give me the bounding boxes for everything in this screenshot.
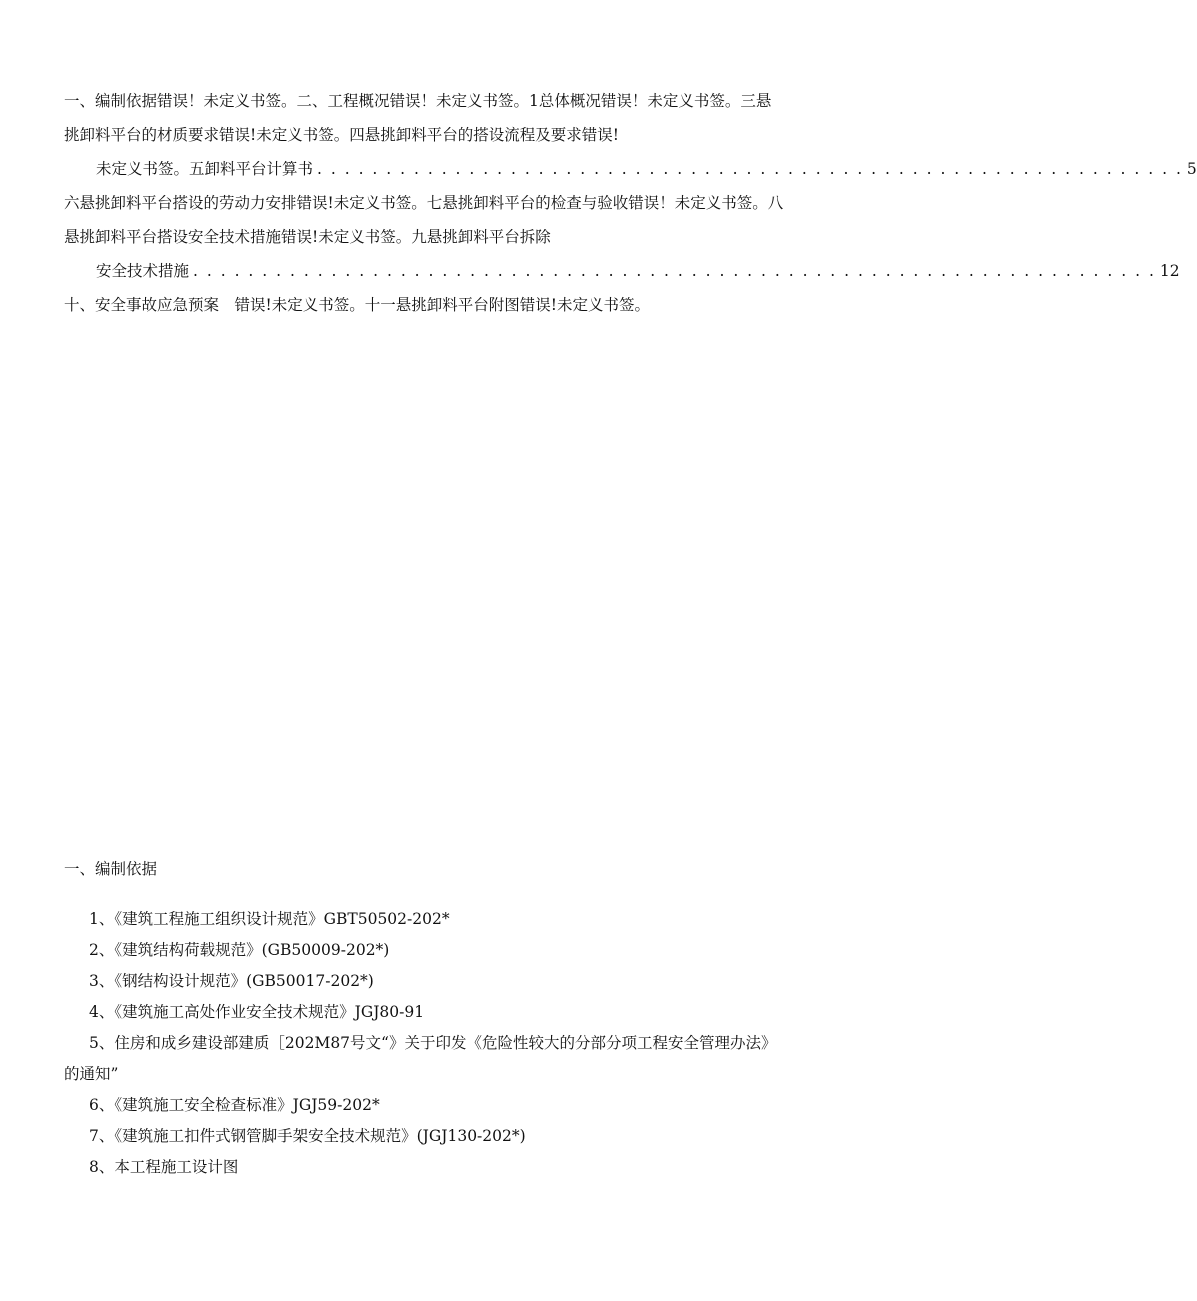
reference-item: 1、《建筑工程施工组织设计规范》GBT50502-202* — [89, 910, 450, 928]
reference-item: 4、《建筑施工高处作业安全技术规范》JGJ80-91 — [89, 1003, 425, 1021]
reference-item-continuation: 的通知” — [64, 1065, 119, 1083]
toc-line: 悬挑卸料平台搭设安全技术措施错误!未定义书签。九悬挑卸料平台拆除 — [64, 228, 551, 246]
reference-item: 7、《建筑施工扣件式钢管脚手架安全技术规范》(JGJ130-202*) — [89, 1127, 526, 1145]
toc-dot-leader: . . . . . . . . . . . . . . . . . . . . . . . . . . . . . . . . . . . . . . . . . . . . . . . . . . . . . . . . . . . . . . . — [317, 160, 1183, 178]
toc-line: 六悬挑卸料平台搭设的劳动力安排错误!未定义书签。七悬挑卸料平台的检查与验收错误！未定义书签。八 — [64, 194, 784, 212]
reference-list — [64, 904, 864, 1183]
table-of-contents — [64, 84, 1197, 322]
toc-dot-leader: . . . . . . . . . . . . . . . . . . . . . . . . . . . . . . . . . . . . . . . . . . . . . . . . . . . . . . . . . . . . . . . . . . . . . . — [193, 262, 1156, 280]
toc-entry-safety-measures[interactable] — [64, 254, 1180, 288]
toc-page-number: 5 — [1186, 160, 1197, 178]
section-title: 一、编制依据 — [64, 860, 158, 878]
reference-item: 2、《建筑结构荷载规范》(GB50009-202*) — [89, 941, 390, 959]
reference-item: 5、住房和成乡建设部建质［202M87号文“》关于印发《危险性较大的分部分项工程安全管理办法》 — [89, 1034, 777, 1052]
reference-item: 8、本工程施工设计图 — [89, 1158, 239, 1176]
toc-entry-label: 安全技术措施 — [96, 262, 190, 280]
toc-page-number: 12 — [1159, 262, 1180, 280]
toc-entry-calculation[interactable] — [64, 152, 1197, 186]
toc-entry-label: 未定义书签。五卸料平台计算书 — [96, 160, 314, 178]
toc-line: 十、安全事故应急预案 错误!未定义书签。十一悬挑卸料平台附图错误!未定义书签。 — [64, 296, 650, 314]
section-compilation-basis — [64, 852, 864, 1183]
reference-item: 6、《建筑施工安全检查标准》JGJ59-202* — [89, 1096, 380, 1114]
reference-item: 3、《钢结构设计规范》(GB50017-202*) — [89, 972, 374, 990]
toc-line: 一、编制依据错误！未定义书签。二、工程概况错误！未定义书签。1总体概况错误！未定义书签。三悬 — [64, 92, 772, 110]
toc-line: 挑卸料平台的材质要求错误!未定义书签。四悬挑卸料平台的搭设流程及要求错误! — [64, 126, 619, 144]
